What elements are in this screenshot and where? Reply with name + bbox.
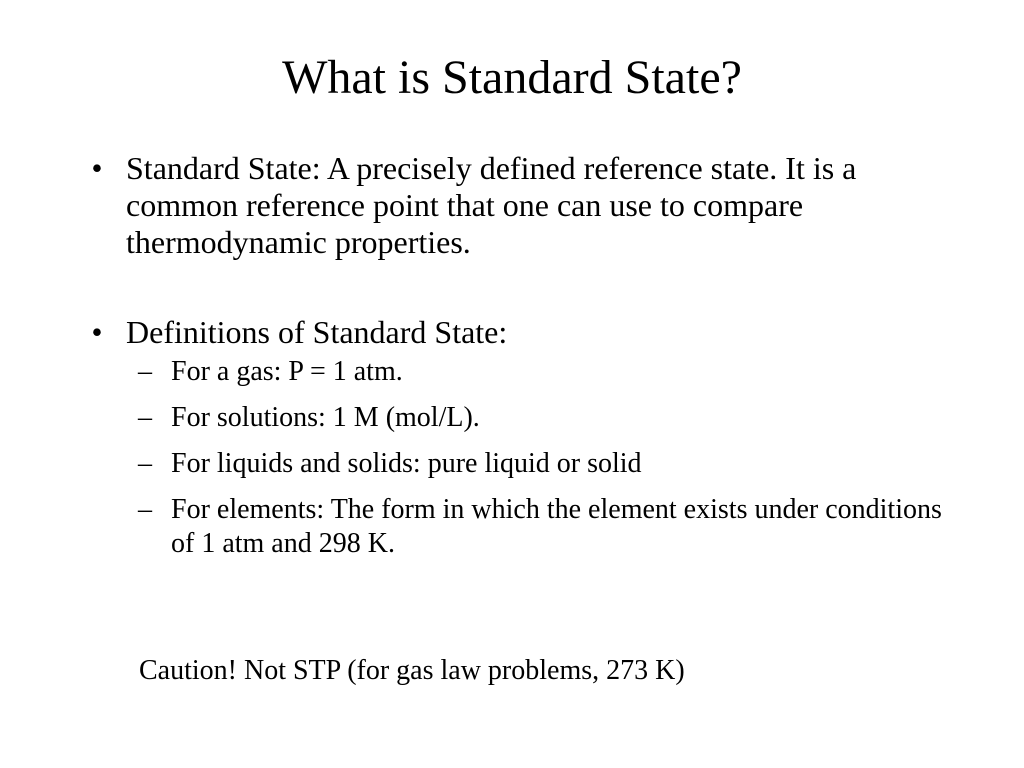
definition-liquids-solids bbox=[82, 447, 962, 481]
dash-marker: – bbox=[138, 402, 152, 433]
bullet-text: Standard State: A precisely defined reference state. It is a common reference point that one can use to compare thermodynamic properties. bbox=[126, 150, 857, 260]
caution-note: Caution! Not STP (for gas law problems, 273 K) bbox=[139, 655, 685, 686]
definition-text: For elements: The form in which the element exists under conditions of 1 atm and 298 K. bbox=[171, 494, 942, 559]
bullet-marker: • bbox=[91, 314, 103, 350]
bullet-text: Definitions of Standard State: bbox=[126, 314, 508, 350]
definition-text: For a gas: P = 1 atm. bbox=[171, 356, 403, 387]
definition-text: For liquids and solids: pure liquid or solid bbox=[171, 448, 642, 479]
slide-title: What is Standard State? bbox=[282, 51, 742, 104]
bullet-standard-state bbox=[82, 150, 962, 261]
definitions-list bbox=[82, 355, 962, 561]
dash-marker: – bbox=[138, 356, 152, 387]
slide-content bbox=[82, 150, 962, 573]
definition-solutions bbox=[82, 401, 962, 435]
definition-gas bbox=[82, 355, 962, 389]
bullet-definitions bbox=[82, 314, 962, 351]
dash-marker: – bbox=[138, 494, 152, 525]
definition-elements bbox=[82, 493, 962, 561]
bullet-marker: • bbox=[91, 150, 103, 186]
definition-text: For solutions: 1 M (mol/L). bbox=[171, 402, 480, 433]
dash-marker: – bbox=[138, 448, 152, 479]
